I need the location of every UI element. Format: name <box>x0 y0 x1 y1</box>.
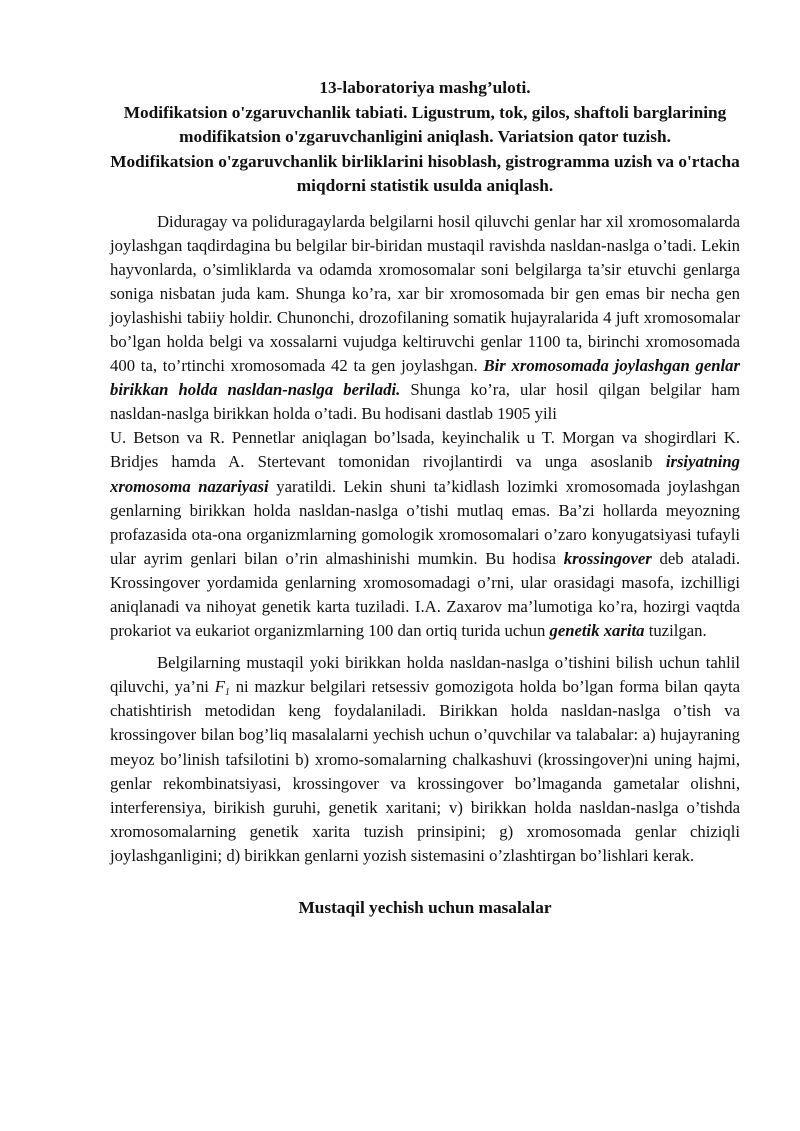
document-page <box>110 0 740 920</box>
title-line-2: Modifikatsion o'zgaruvchanlik tabiati. Ligustrum, tok, gilos, shaftoli barglarining modifikatsion o'zgaruvchanligini aniqlash. Variatsion qator tuzish. <box>123 102 727 146</box>
p1-emphasis-linked-genes: Bir xromosomada joylashgan genlar birikkan holda nasldan-naslga beriladi. <box>110 356 741 400</box>
p2-text-1: Belgilarning mustaqil yoki birikkan holda nasldan-naslga o’tishini bilish uchun tahlil qiluvchi, ya’ni <box>110 653 740 697</box>
p1-emphasis-genetic-map: genetik xarita <box>549 621 645 641</box>
f1-symbol: $F_1$ <box>214 677 230 699</box>
paragraph-linkage-history <box>110 426 740 643</box>
p1-emphasis-crossingover: krossingover <box>563 548 652 568</box>
document-title <box>110 76 740 199</box>
p1-text-2: Shunga ko’ra, ular hosil qilgan belgilar ham nasldan-naslga birikkan holda o’tadi. Bu hodisani dastlab 1905 yili <box>110 380 741 424</box>
paragraph-analysis-method <box>110 651 740 868</box>
p1-emphasis-chromosome-theory: irsiyatning xromosoma nazariyasi <box>110 452 741 496</box>
f1-subscript: 1 <box>224 687 230 699</box>
p1-text-5: deb ataladi. Krossingover yordamida genlarning xromosomadagi o’rni, ular orasidagi masofa, izchilligi aniqlanadi va nihoyat genetik karta tuziladi. I.A. Zaxarov ma’lumotiga ko’ra, hozirgi vaqtda prokariot va eukariot organizmlarning 100 dan ortiq turida uchun <box>110 548 741 641</box>
section-heading: Mustaqil yechish uchun masalalar <box>298 898 552 918</box>
p2-text-2: ni mazkur belgilari retsessiv gomozigota holda bo’lgan forma bilan qayta chatishtirish metodidan keng foydalaniladi. Birikkan holda nasldan-naslga o’tish va krossingover bilan bog’liq masalalarni yechish uchun o’quvchilar va talabalar: a) hujayraning meyoz bo’linish tafsilotini b) xromo-somalarning chalkashuvi (krossingover)ni uning hajmi, genlar rekombinatsiyasi, krossingover va krossingover bo’lmaganda gametalar olishni, interferensiya, birikish guruhi, genetik xaritani; v) birikkan holda nasldan-naslga o’tishda xromosomalarning genetik xarita tuzish prinsipini; g) xromosomada genlar chiziqli joylashganligini; d) birikkan genlarni yozish sistemasini o’zlashtirgan bo’lishlari kerak. <box>110 677 740 865</box>
title-line-3: Modifikatsion o'zgaruvchanlik birliklarini hisoblash, gistrogramma uzish va o'rtacha miqdorni statistik usulda aniqlash. <box>110 151 740 195</box>
title-line-1: 13-laboratoriya mashg’uloti. <box>319 78 531 97</box>
p1-text-1: Diduragay va poliduragaylarda belgilarni hosil qiluvchi genlar har xil xromosomalarda joylashgan taqdirdagina bu belgilar bir-biridan mustaqil ravishda nasldan-naslga o’tadi. Lekin hayvonlarda, o’simliklarda va odamda xromosomalar soni belgilarga ta’sir etuvchi genlarga soniga nisbatan juda kam. Shunga ko’ra, xar bir xromosomada bir gen emas bir necha gen joylashishi tabiiy holdir. Chunonchi, drozofilaning somatik hujayralarida 4 juft xromosomalar bo’lgan holda belgi va xossalarni vujudga keltiruvchi genlar 1100 ta, birinchi xromosomada 400 ta, to’rtinchi xromosomada 42 ta gen joylashgan. <box>110 211 740 376</box>
p1-text-6: tuzilgan. <box>648 621 707 641</box>
p1-text-4: yaratildi. Lekin shuni ta’kidlash lozimki xromosomada joylashgan genlarning birikkan holda nasldan-naslga o’tishi mutlaq emas. Ba’zi hollarda meyozning profazasida ota-ona organizmlarning gomologik xromosomalari o’zaro konyugatsiyasi tufayli ular ayrim genlari bilan o’rin almashinishi mumkin. Bu hodisa <box>110 476 740 568</box>
paragraph-linkage-intro <box>110 210 740 427</box>
p1-text-3: U. Betson va R. Pennetlar aniqlagan bo’lsada, keyinchalik u T. Morgan va shogirdlari K. Bridjes hamda A. Stertevant tomonidan rivojlantirdi va unga asoslanib <box>110 428 740 472</box>
